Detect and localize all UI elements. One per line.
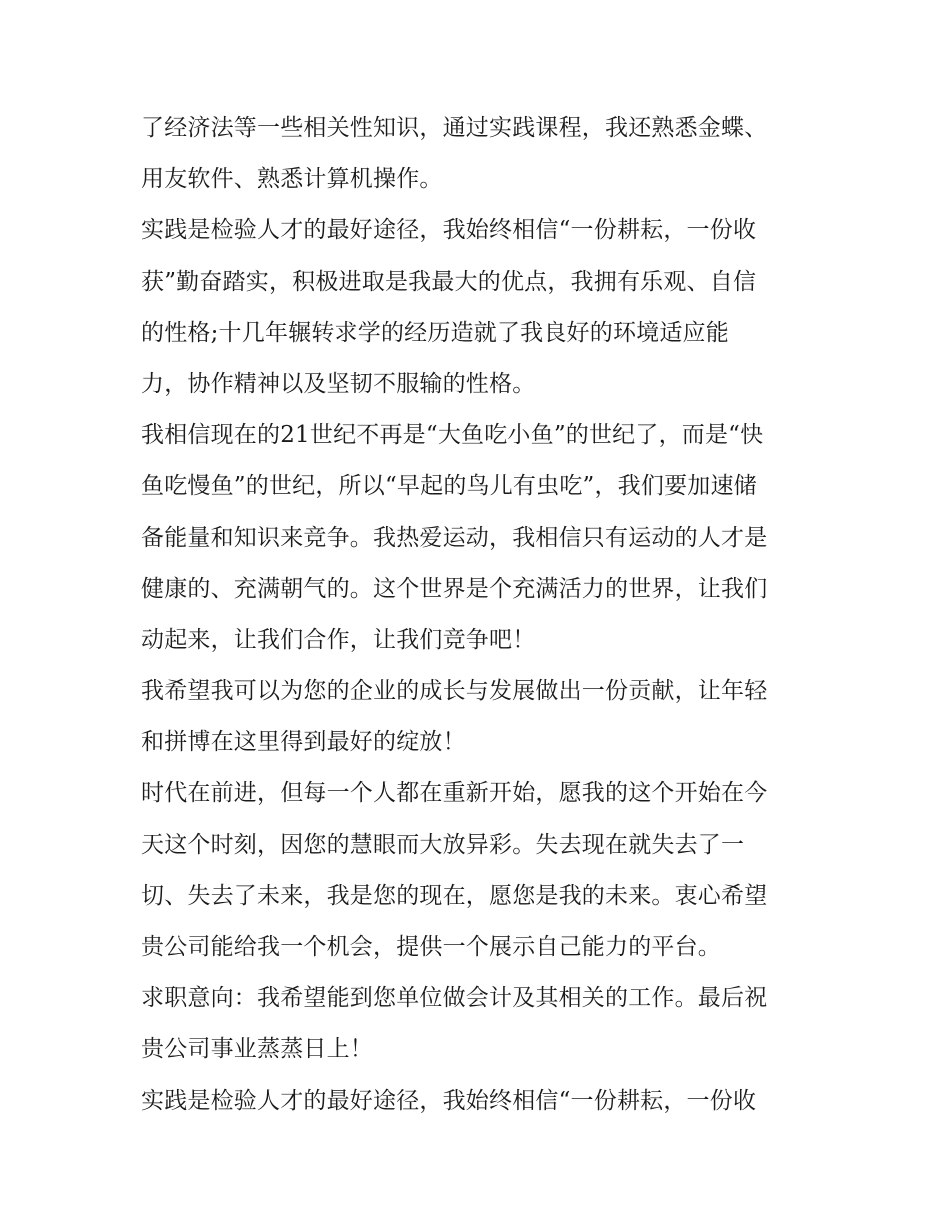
text-line: 力，协作精神以及坚韧不服输的性格。 [141, 370, 536, 397]
text-line: 的性格;十几年辗转求学的经历造就了我良好的环境适应能 [141, 319, 729, 346]
text-line: 和拼博在这里得到最好的绽放！ [141, 729, 466, 756]
text-line: 切、失去了未来，我是您的现在，愿您是我的未来。衷心希望 [141, 882, 768, 909]
text-line: 鱼吃慢鱼”的世纪，所以“早起的鸟儿有虫吃”，我们要加速储 [141, 473, 757, 500]
text-line: 时代在前进，但每一个人都在重新开始，愿我的这个开始在今 [141, 780, 768, 807]
text-line: 健康的、充满朝气的。这个世界是个充满活力的世界，让我们 [141, 575, 768, 602]
text-line: 贵公司事业蒸蒸日上！ [141, 1036, 373, 1063]
text-line: 用友软件、熟悉计算机操作。 [141, 166, 443, 193]
text-line: 获”勤奋踏实，积极进取是我最大的优点，我拥有乐观、自信 [141, 268, 757, 295]
text-line: 我相信现在的21世纪不再是“大鱼吃小鱼”的世纪了，而是“快 [141, 422, 764, 449]
text-line: 天这个时刻，因您的慧眼而大放异彩。失去现在就失去了一 [141, 831, 745, 858]
text-line: 实践是检验人才的最好途径，我始终相信“一份耕耘，一份收 [141, 217, 757, 244]
text-line: 我希望我可以为您的企业的成长与发展做出一份贡献，让年轻 [141, 678, 768, 705]
text-line: 动起来，让我们合作，让我们竞争吧！ [141, 626, 536, 653]
text-line: 了经济法等一些相关性知识，通过实践课程，我还熟悉金蝶、 [141, 115, 768, 141]
text-line: 贵公司能给我一个机会，提供一个展示自己能力的平台。 [141, 934, 721, 960]
text-line: 备能量和知识来竞争。我热爱运动，我相信只有运动的人才是 [141, 524, 768, 551]
document-body [141, 103, 816, 1127]
text-line: 实践是检验人才的最好途径，我始终相信“一份耕耘，一份收 [141, 1087, 757, 1114]
text-line: 求职意向：我希望能到您单位做会计及其相关的工作。最后祝 [141, 985, 768, 1012]
